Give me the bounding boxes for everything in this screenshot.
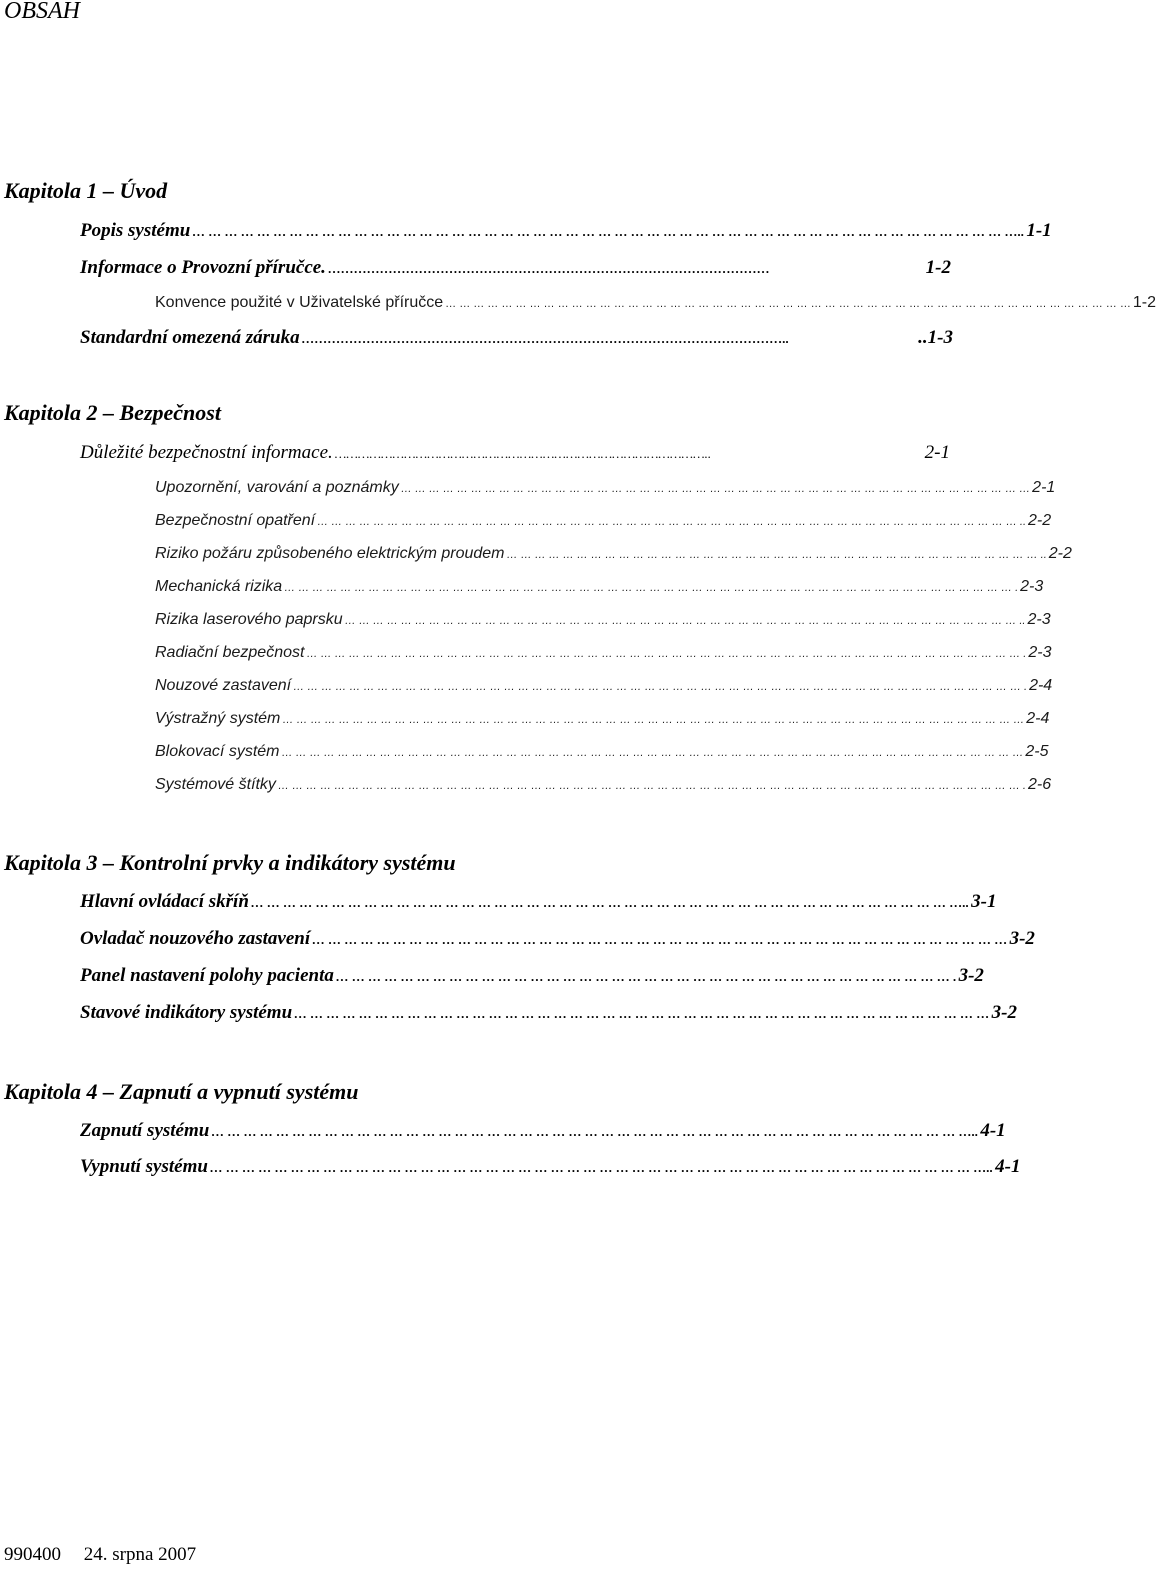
- toc-entry-zapnuti-systemu[interactable]: [80, 1120, 1006, 1142]
- toc-entry-blokovaci-system[interactable]: [155, 743, 1049, 761]
- toc-entry-label: Informace o Provozní příručce.: [80, 257, 326, 278]
- toc-entry-label: Popis systému: [80, 220, 191, 241]
- toc-entry-label: Zapnutí systému: [80, 1120, 210, 1141]
- toc-entry-systemove-stitky[interactable]: [155, 776, 1052, 794]
- page-title: OBSAH: [4, 0, 80, 24]
- toc-page-number: 2-2: [1048, 545, 1072, 562]
- document-code: 990400: [4, 1544, 61, 1565]
- toc-leader: … … … … … … … … … … … … … … … … … … … … … … … … … … … … … … … … … … … … … … … … … … … … … … … … … … … … …: [282, 714, 1025, 726]
- toc-page-number: 2-1: [1032, 479, 1056, 496]
- toc-entry-label: Hlavní ovládací skříň: [80, 891, 249, 912]
- toc-leader: … … … … … … … … … … … … … … … … … … … … … … … … … … … … … … … … … … … … … … … … … … … … …: [400, 483, 1031, 495]
- toc-page-number: 2-3: [1028, 644, 1052, 661]
- toc-page-number: 2-1: [924, 442, 950, 463]
- toc-entry-radiacni-bezpecnost[interactable]: [155, 644, 1052, 662]
- toc-page-number: 1-2: [1132, 294, 1156, 311]
- toc-leader: ……………………………………………………………………………………..: [334, 446, 712, 461]
- toc-page-number: 2-3: [1020, 578, 1044, 595]
- toc-entry-label: Ovladač nouzového zastavení: [80, 928, 311, 949]
- toc-leader: … … … … … … … … … … … … … … … … … … … … … … … … … … … … … … … … … … … … … … … … … … … … … … … …..: [209, 1160, 994, 1175]
- toc-entry-label: Rizika laserového paprsku: [155, 611, 343, 628]
- toc-leader: … … … … … … … … … … … … … … … … … … … … … … … … … … … … … … … … … … … … … … … … … … … … … … … … … … … .: [306, 648, 1027, 660]
- toc-leader: … … … … … … … … … … … … … … … … … … … … … … … … … … … … … … … … … … … … … … … … … … … … … … … … … … … … … .: [277, 780, 1026, 792]
- toc-page-number: 4-1: [980, 1120, 1006, 1141]
- toc-page-number: 3-2: [958, 965, 984, 986]
- toc-entry-label: Riziko požáru způsobeného elektrickým proudem: [155, 545, 505, 562]
- toc-leader: … … … … … … … … … … … … … … … … … … … … … … … … … … … … … … … … … … … … … … … … … … … … … … … … … … … … .: [284, 582, 1019, 594]
- toc-leader: …………………………………………………………………………………………: [327, 261, 770, 276]
- toc-leader: … … … … … … … … … … … … … … … … … … … … … … … … … … … … … … … … … … … … … … … … … … … … … … … … ..: [344, 615, 1026, 627]
- toc-entry-konvence[interactable]: [155, 294, 1156, 312]
- toc-entry-nouzove-zastaveni[interactable]: [155, 677, 1053, 695]
- toc-entry-label: Vypnutí systému: [80, 1156, 208, 1177]
- toc-leader: … … … … … … … … … … … … … … … … … … … … … … … … … … … … … … … … … … … … … … … … … … … … … … … … … … ..: [317, 516, 1027, 528]
- toc-leader: … … … … … … … … … … … … … … … … … … … … … … … … … … … … … … … … … … … … … … … … … … …: [312, 932, 1008, 947]
- toc-entry-label: Bezpečnostní opatření: [155, 512, 316, 529]
- toc-leader: … … … … … … … … … … … … … … … … … … … … … … … … … … … … … … … … … … … … … … … … … … …: [294, 1006, 990, 1021]
- toc-entry-label: Upozornění, varování a poznámky: [155, 479, 399, 496]
- toc-leader: …………………………………………………………………………………………………..: [301, 331, 790, 346]
- toc-entry-upozorneni[interactable]: [155, 479, 1056, 497]
- chapter-1-heading: Kapitola 1 – Úvod: [4, 178, 168, 203]
- toc-page-number: 1-2: [925, 257, 951, 278]
- chapter-2-heading: Kapitola 2 – Bezpečnost: [4, 400, 221, 425]
- toc-leader: … … … … … … … … … … … … … … … … … … … … … … … … … … … … … … … … … … … … … … … … … … … … … … … … … … …..: [192, 224, 1025, 239]
- toc-entry-stavove-indikatory-systemu[interactable]: [80, 1002, 1017, 1024]
- toc-entry-mechanicka-rizika[interactable]: [155, 578, 1044, 596]
- toc-page-number: 4-1: [995, 1156, 1021, 1177]
- toc-entry-popis-systemu[interactable]: [80, 220, 1052, 242]
- toc-page-number: 2-4: [1029, 677, 1053, 694]
- toc-entry-label: Radiační bezpečnost: [155, 644, 305, 661]
- chapter-3-heading: Kapitola 3 – Kontrolní prvky a indikátory systému: [4, 850, 456, 875]
- toc-entry-vypnuti-systemu[interactable]: [80, 1156, 1021, 1178]
- toc-entry-label: Nouzové zastavení: [155, 677, 292, 694]
- toc-leader: … … … … … … … … … … … … … … … … … … … … … … … … … … … … … … … … … … … … … … … … … … … … … … … … … … … … …: [281, 747, 1024, 759]
- chapter-4-heading: Kapitola 4 – Zapnutí a vypnutí systému: [4, 1079, 359, 1104]
- toc-entry-hlavni-ovladaci-skrin[interactable]: [80, 891, 997, 913]
- toc-leader: … … … … … … … … … … … … … … … … … … … … … … … … … … … … … … … … … … … … … … .: [335, 969, 957, 984]
- toc-entry-rizika-laseroveho-paprsku[interactable]: [155, 611, 1051, 629]
- toc-page-number: 2-5: [1025, 743, 1049, 760]
- toc-entry-label: Standardní omezená záruka: [80, 327, 300, 348]
- toc-entry-bezpecnostni-opatreni[interactable]: [155, 512, 1052, 530]
- toc-entry-informace-o-provozni-prirucce[interactable]: [80, 257, 951, 279]
- toc-page-number: 3-1: [971, 891, 997, 912]
- toc-entry-label: Blokovací systém: [155, 743, 280, 760]
- toc-entry-standardni-omezena-zaruka[interactable]: [80, 327, 953, 349]
- page-footer: [4, 1544, 214, 1566]
- toc-entry-label: Konvence použité v Uživatelské příručce: [155, 294, 444, 311]
- toc-entry-dulezite-bezpecnostni-informace[interactable]: [80, 442, 950, 464]
- toc-page-number: 2-4: [1026, 710, 1050, 727]
- toc-page-number: 3-2: [1009, 928, 1035, 949]
- toc-entry-panel-nastaveni-polohy-pacienta[interactable]: [80, 965, 984, 987]
- toc-entry-label: Výstražný systém: [155, 710, 281, 727]
- toc-page-number: 2-6: [1027, 776, 1052, 793]
- toc-entry-label: Mechanická rizika: [155, 578, 283, 595]
- toc-page-number: 3-2: [991, 1002, 1017, 1023]
- toc-page-number: 2-2: [1028, 512, 1052, 529]
- toc-leader: … … … … … … … … … … … … … … … … … … … … … … … … … … … … … … … … … … … … … … … … … … … … … … … … … … … … .: [293, 681, 1028, 693]
- toc-leader: … … … … … … … … … … … … … … … … … … … … … … … … … … … … … … … … … … … … … … … … … … … … … … …..: [211, 1124, 979, 1139]
- toc-leader: … … … … … … … … … … … … … … … … … … … … … … … … … … … … … … … … … … … … … … ..: [506, 549, 1047, 561]
- toc-entry-riziko-pozaru[interactable]: [155, 545, 1072, 563]
- toc-entry-ovladac-nouzoveho-zastaveni[interactable]: [80, 928, 1035, 950]
- toc-page-number: ..1-3: [918, 327, 953, 348]
- toc-leader: … … … … … … … … … … … … … … … … … … … … … … … … … … … … … … … … … … … … … … … … … … … …..: [250, 895, 970, 910]
- toc-page-number: 2-3: [1027, 611, 1051, 628]
- toc-entry-label: Systémové štítky: [155, 776, 276, 793]
- toc-entry-label: Důležité bezpečnostní informace.: [80, 442, 333, 463]
- toc-entry-vystrazny-system[interactable]: [155, 710, 1050, 728]
- toc-entry-label: Panel nastavení polohy pacienta: [80, 965, 334, 986]
- toc-page-number: 1-1: [1026, 220, 1052, 241]
- toc-entry-label: Stavové indikátory systému: [80, 1002, 293, 1023]
- toc-leader: … … … … … … … … … … … … … … … … … … … … … … … … … … … … … … … … … … … … … … … … … … … … … … … … …: [445, 298, 1131, 310]
- document-date: 24. srpna 2007: [83, 1544, 197, 1565]
